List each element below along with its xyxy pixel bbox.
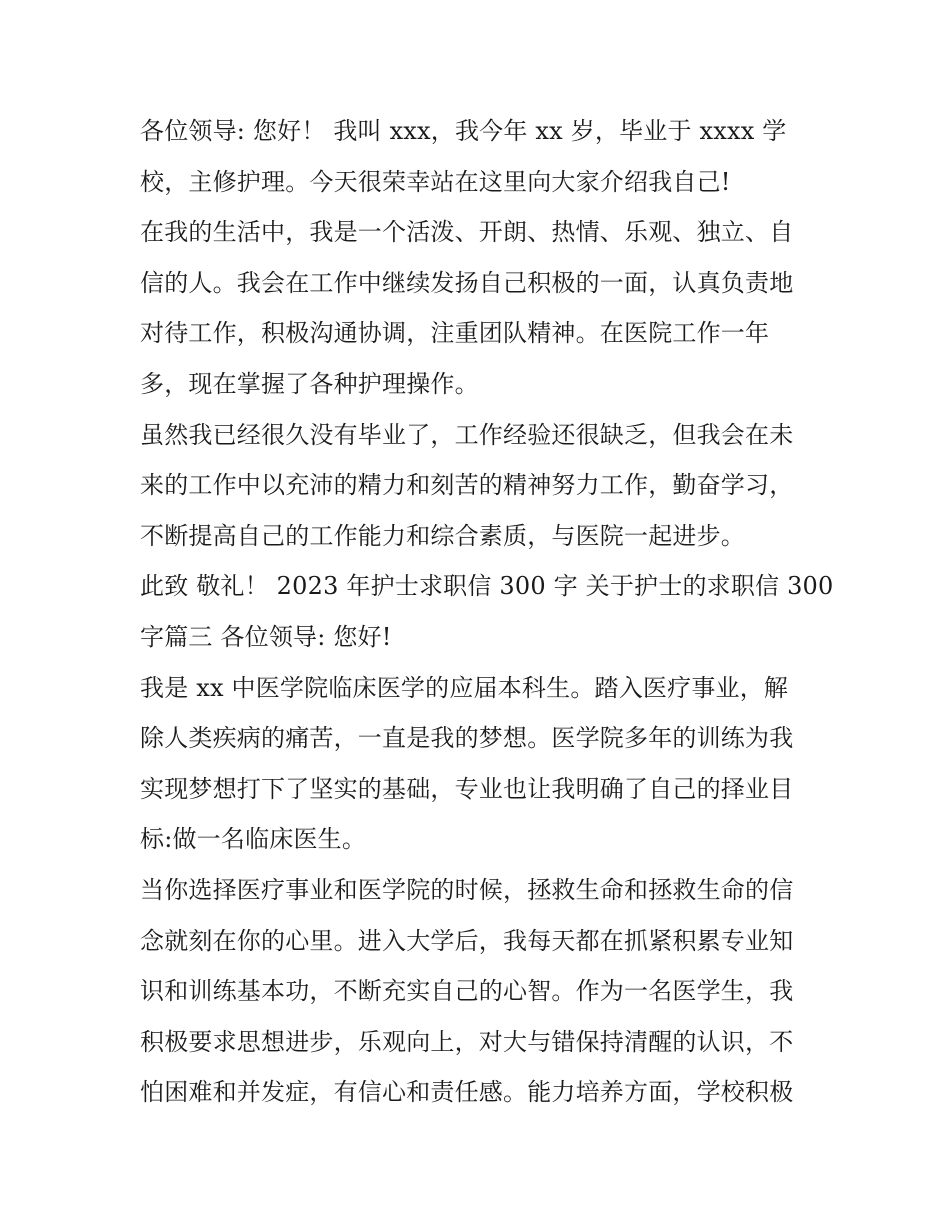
text-line: 字篇三 各位领导: 您好! — [140, 622, 392, 651]
text-line: 识和训练基本功，不断充实自己的心智。作为一名医学生，我 — [140, 977, 794, 1006]
text-line: 对待工作，积极沟通协调，注重团队精神。在医院工作一年 — [140, 319, 770, 348]
text-line: 标:做一名临床医生。 — [140, 825, 367, 854]
text-line: 多，现在掌握了各种护理操作。 — [140, 369, 479, 398]
text-line: 除人类疾病的痛苦，一直是我的梦想。医学院多年的训练为我 — [140, 724, 794, 753]
text-line: 我是 xx 中医学院临床医学的应届本科生。踏入医疗事业，解 — [140, 673, 789, 702]
text-line: 怕困难和并发症，有信心和责任感。能力培养方面，学校积极 — [140, 1078, 794, 1107]
text-line: 实现梦想打下了坚实的基础，专业也让我明确了自己的择业目 — [140, 774, 794, 803]
text-line: 虽然我已经很久没有毕业了，工作经验还很缺乏，但我会在未 — [140, 420, 794, 449]
text-line: 不断提高自己的工作能力和综合素质，与医院一起进步。 — [140, 521, 745, 550]
text-line: 在我的生活中，我是一个活泼、开朗、热情、乐观、独立、自 — [140, 218, 794, 247]
text-line: 信的人。我会在工作中继续发扬自己积极的一面，认真负责地 — [140, 268, 794, 297]
text-line: 来的工作中以充沛的精力和刻苦的精神努力工作，勤奋学习， — [140, 471, 794, 500]
text-line: 校，主修护理。今天很荣幸站在这里向大家介绍我自己! — [140, 167, 731, 196]
text-line: 当你选择医疗事业和医学院的时候，拯救生命和拯救生命的信 — [140, 875, 794, 904]
document-body — [140, 106, 834, 1118]
text-line: 各位领导: 您好！ 我叫 xxx，我今年 xx 岁，毕业于 xxxx 学 — [140, 117, 787, 145]
text-line: 念就刻在你的心里。进入大学后，我每天都在抓紧积累专业知 — [140, 926, 794, 955]
text-line: 此致 敬礼！ 2023 年护士求职信 300 字 关于护士的求职信 300 — [140, 572, 834, 601]
text-line: 积极要求思想进步，乐观向上，对大与错保持清醒的认识，不 — [140, 1027, 794, 1056]
